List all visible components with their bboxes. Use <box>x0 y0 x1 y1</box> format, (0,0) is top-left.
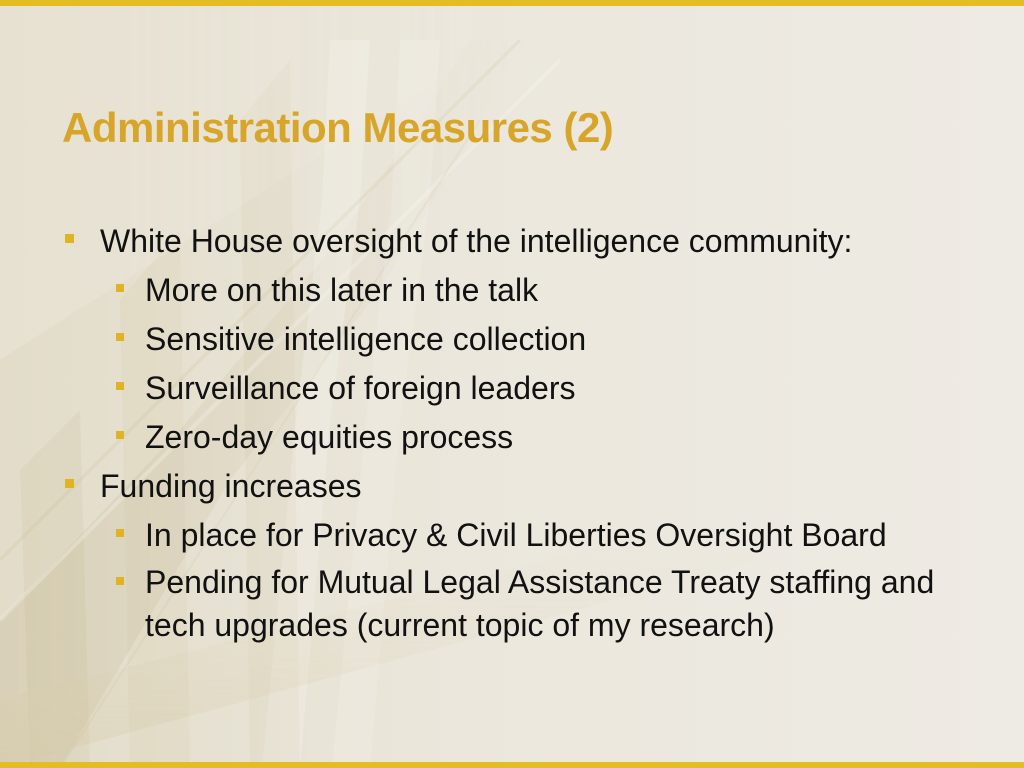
bullet-item <box>62 222 962 260</box>
square-bullet-icon <box>65 479 74 488</box>
sub-bullet-item <box>114 369 962 407</box>
top-accent-bar <box>0 0 1024 6</box>
sub-bullet-item <box>114 320 962 358</box>
sub-bullet-text: More on this later in the talk <box>145 272 539 308</box>
sub-bullet-text: In place for Privacy & Civil Liberties Oversight Board <box>145 517 887 553</box>
sub-bullet-item <box>114 271 962 309</box>
sub-bullet-item <box>114 561 962 647</box>
sub-bullet-item <box>114 418 962 456</box>
bullet-text: White House oversight of the intelligence community: <box>100 223 853 259</box>
sub-bullet-text: Surveillance of foreign leaders <box>145 370 576 406</box>
sub-bullet-text: Pending for Mutual Legal Assistance Treaty staffing and tech upgrades (current topic of my research) <box>145 564 935 643</box>
square-bullet-icon <box>65 234 74 243</box>
bullet-list <box>62 222 962 658</box>
slide-title: Administration Measures (2) <box>62 104 614 151</box>
square-bullet-icon <box>116 529 124 537</box>
square-bullet-icon <box>116 333 124 341</box>
sub-bullet-text: Sensitive intelligence collection <box>145 321 587 357</box>
square-bullet-icon <box>116 382 124 390</box>
square-bullet-icon <box>116 577 124 585</box>
square-bullet-icon <box>116 284 124 292</box>
square-bullet-icon <box>116 431 124 439</box>
bullet-item <box>62 467 962 505</box>
sub-bullet-text: Zero-day equities process <box>145 419 514 455</box>
sub-bullet-item <box>114 516 962 554</box>
bottom-accent-bar <box>0 762 1024 768</box>
bullet-text: Funding increases <box>100 468 362 504</box>
